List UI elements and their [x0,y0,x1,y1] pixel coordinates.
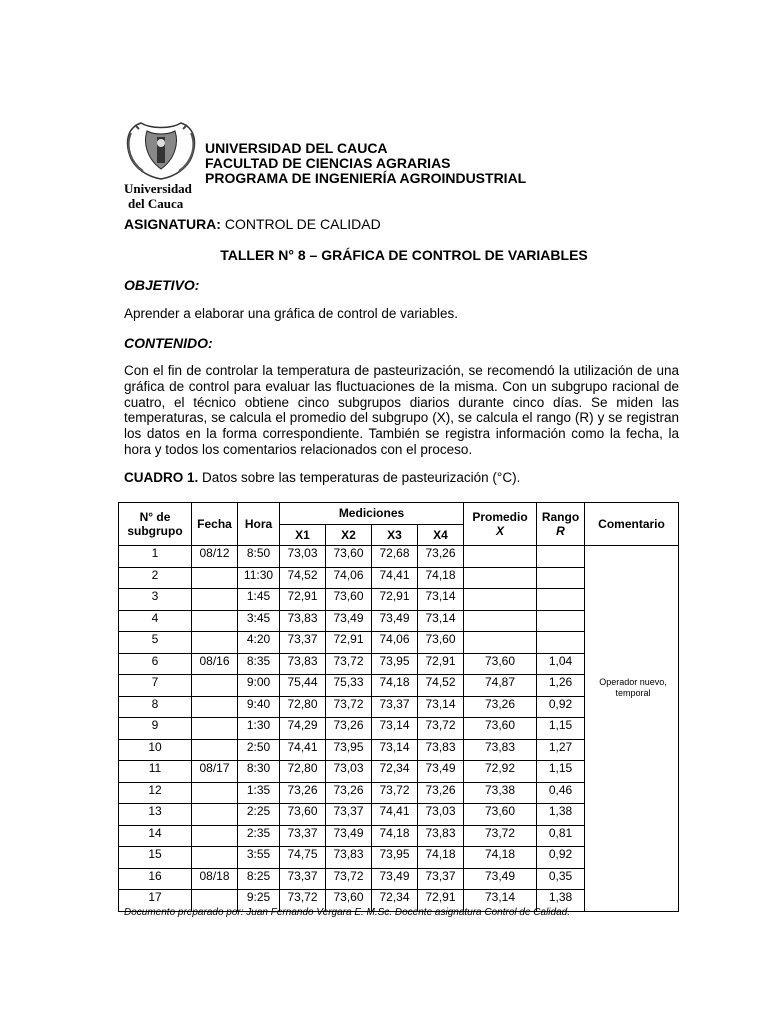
x4-cell: 72,91 [418,653,464,675]
x2-cell: 73,60 [326,890,372,912]
hora-cell: 8:30 [238,761,280,783]
x3-cell: 73,14 [372,718,418,740]
header-x1: X1 [280,524,326,546]
x2-cell: 74,06 [326,567,372,589]
rango-cell [537,589,585,611]
header-comentario: Comentario [585,503,679,546]
x3-cell: 74,41 [372,804,418,826]
fecha-cell: 08/16 [192,653,238,675]
x4-cell: 73,03 [418,804,464,826]
hora-cell: 3:55 [238,847,280,869]
asignatura-line [124,216,381,232]
subgrupo-cell: 5 [119,632,192,654]
cuadro-caption [124,470,520,485]
x1-cell: 73,26 [280,782,326,804]
hora-cell: 11:30 [238,567,280,589]
promedio-cell: 73,72 [464,825,537,847]
contenido-heading: CONTENIDO: [124,335,213,351]
header-x4: X4 [418,524,464,546]
x4-cell: 73,49 [418,761,464,783]
x1-cell: 73,03 [280,546,326,568]
x2-cell: 73,72 [326,868,372,890]
faculty-name: FACULTAD DE CIENCIAS AGRARIAS [205,155,451,171]
x3-cell: 74,06 [372,632,418,654]
header-subgrupo: N° de subgrupo [119,503,192,546]
promedio-cell [464,632,537,654]
promedio-cell [464,546,537,568]
subgrupo-cell: 16 [119,868,192,890]
header-hora: Hora [238,503,280,546]
hora-cell: 8:25 [238,868,280,890]
x4-cell: 73,14 [418,610,464,632]
x1-cell: 73,37 [280,632,326,654]
promedio-cell: 74,87 [464,675,537,697]
rango-cell: 1,27 [537,739,585,761]
x2-cell: 75,33 [326,675,372,697]
fecha-cell [192,847,238,869]
x4-cell: 73,83 [418,825,464,847]
rango-cell: 0,35 [537,868,585,890]
x1-cell: 73,60 [280,804,326,826]
x3-cell: 72,34 [372,890,418,912]
rango-cell: 1,15 [537,718,585,740]
x1-cell: 72,91 [280,589,326,611]
fecha-cell [192,804,238,826]
promedio-cell: 73,60 [464,718,537,740]
hora-cell: 3:45 [238,610,280,632]
promedio-cell: 73,60 [464,653,537,675]
promedio-cell: 73,60 [464,804,537,826]
x2-cell: 73,60 [326,546,372,568]
x4-cell: 74,52 [418,675,464,697]
x3-cell: 72,68 [372,546,418,568]
rango-cell [537,632,585,654]
hora-cell: 9:40 [238,696,280,718]
hora-cell: 4:20 [238,632,280,654]
rango-cell: 1,26 [537,675,585,697]
objetivo-text: Aprender a elaborar una gráfica de control de variables. [124,306,458,321]
promedio-cell: 73,14 [464,890,537,912]
promedio-cell: 73,38 [464,782,537,804]
x2-cell: 73,72 [326,653,372,675]
hora-cell: 1:45 [238,589,280,611]
rango-cell [537,567,585,589]
x4-cell: 73,37 [418,868,464,890]
rango-cell [537,610,585,632]
header-x2: X2 [326,524,372,546]
subgrupo-cell: 1 [119,546,192,568]
subgrupo-cell: 4 [119,610,192,632]
x1-cell: 74,41 [280,739,326,761]
x1-cell: 73,37 [280,825,326,847]
promedio-cell: 73,83 [464,739,537,761]
cuadro-text: Datos sobre las temperaturas de pasteurización (°C). [202,470,521,485]
hora-cell: 2:50 [238,739,280,761]
x3-cell: 74,18 [372,825,418,847]
subgrupo-cell: 10 [119,739,192,761]
fecha-cell: 08/18 [192,868,238,890]
asignatura-value: CONTROL DE CALIDAD [224,216,381,232]
fecha-cell [192,589,238,611]
rango-cell: 1,38 [537,804,585,826]
x3-cell: 73,95 [372,653,418,675]
fecha-cell [192,567,238,589]
x1-cell: 74,52 [280,567,326,589]
fecha-cell: 08/12 [192,546,238,568]
rango-cell: 0,92 [537,696,585,718]
table-body [119,546,679,912]
x1-cell: 73,37 [280,868,326,890]
promedio-cell: 72,92 [464,761,537,783]
hora-cell: 2:25 [238,804,280,826]
x4-cell: 73,14 [418,589,464,611]
x4-cell: 73,72 [418,718,464,740]
x1-cell: 72,80 [280,761,326,783]
table-row [119,546,679,568]
logo-wordmark: Universidad del Cauca [124,181,192,211]
x4-cell: 74,18 [418,567,464,589]
fecha-cell [192,782,238,804]
x2-cell: 73,37 [326,804,372,826]
x2-cell: 73,60 [326,589,372,611]
comment-text: Operador nuevo, temporal [599,677,667,698]
x4-cell: 74,18 [418,847,464,869]
x1-cell: 75,44 [280,675,326,697]
subgrupo-cell: 6 [119,653,192,675]
x1-cell: 74,75 [280,847,326,869]
subgrupo-cell: 7 [119,675,192,697]
x4-cell: 73,26 [418,546,464,568]
fecha-cell: 08/17 [192,761,238,783]
institution-header [205,141,526,186]
x3-cell: 73,49 [372,868,418,890]
cuadro-label: CUADRO 1. [124,470,199,485]
x4-cell: 73,14 [418,696,464,718]
subgrupo-cell: 14 [119,825,192,847]
x1-cell: 73,72 [280,890,326,912]
x4-cell: 73,26 [418,782,464,804]
document-footer: Documento preparado por: Juan Fernando Vergara E. M.Sc. Docente asignatura Control de Calidad. [124,907,570,918]
subgrupo-cell: 2 [119,567,192,589]
x2-cell: 73,26 [326,782,372,804]
hora-cell: 8:50 [238,546,280,568]
x1-cell: 73,83 [280,653,326,675]
fecha-cell [192,675,238,697]
x1-cell: 74,29 [280,718,326,740]
x1-cell: 72,80 [280,696,326,718]
rango-cell: 0,81 [537,825,585,847]
subgrupo-cell: 8 [119,696,192,718]
rango-cell: 1,38 [537,890,585,912]
taller-title: TALLER N° 8 – GRÁFICA DE CONTROL DE VARIABLES [220,247,588,263]
x3-cell: 74,18 [372,675,418,697]
fecha-cell [192,739,238,761]
x3-cell: 73,37 [372,696,418,718]
x2-cell: 73,49 [326,825,372,847]
promedio-cell [464,610,537,632]
x4-cell: 72,91 [418,890,464,912]
x4-cell: 73,83 [418,739,464,761]
subgrupo-cell: 12 [119,782,192,804]
rango-cell: 1,15 [537,761,585,783]
subgrupo-cell: 17 [119,890,192,912]
hora-cell: 9:25 [238,890,280,912]
x3-cell: 73,14 [372,739,418,761]
subgrupo-cell: 15 [119,847,192,869]
contenido-paragraph: Con el fin de controlar la temperatura de pasteurización, se recomendó la utilización de una gráfica de control para evaluar las fluctuaciones de la misma. Con un subgrupo racional de cuatro, el técnico obtiene cinco subgrupos diarios durante cinco días. Se miden las temperaturas, se calcula el promedio del subgrupo (X), se calcula el rango (R) y se registran los datos en la forma correspondiente. También se registra información como la fecha, la hora y todos los comentarios relacionados con el proceso. [124,363,679,457]
x2-cell: 73,72 [326,696,372,718]
x2-cell: 73,83 [326,847,372,869]
x1-cell: 73,83 [280,610,326,632]
header-fecha: Fecha [192,503,238,546]
hora-cell: 8:35 [238,653,280,675]
subgrupo-cell: 3 [119,589,192,611]
asignatura-label: ASIGNATURA: [124,216,221,232]
objetivo-heading: OBJETIVO: [124,277,200,293]
header-rango: Rango R [537,503,585,546]
header-promedio: Promedio X [464,503,537,546]
x2-cell: 73,49 [326,610,372,632]
promedio-cell: 73,49 [464,868,537,890]
rango-cell [537,546,585,568]
fecha-cell [192,610,238,632]
x2-cell: 72,91 [326,632,372,654]
x3-cell: 72,34 [372,761,418,783]
promedio-cell: 73,26 [464,696,537,718]
x3-cell: 72,91 [372,589,418,611]
subgrupo-cell: 9 [119,718,192,740]
program-name: PROGRAMA DE INGENIERÍA AGROINDUSTRIAL [205,170,527,186]
x2-cell: 73,95 [326,739,372,761]
header-x3: X3 [372,524,418,546]
promedio-cell [464,589,537,611]
comentario-column [585,546,679,912]
promedio-cell: 74,18 [464,847,537,869]
fecha-cell [192,632,238,654]
x2-cell: 73,03 [326,761,372,783]
hora-cell: 1:35 [238,782,280,804]
promedio-cell [464,567,537,589]
university-name: UNIVERSIDAD DEL CAUCA [205,140,388,156]
x3-cell: 73,49 [372,610,418,632]
hora-cell: 2:35 [238,825,280,847]
x2-cell: 73,26 [326,718,372,740]
subgrupo-cell: 11 [119,761,192,783]
x3-cell: 73,72 [372,782,418,804]
x4-cell: 73,60 [418,632,464,654]
fecha-cell [192,825,238,847]
hora-cell: 1:30 [238,718,280,740]
subgrupo-cell: 13 [119,804,192,826]
rango-cell: 0,92 [537,847,585,869]
x3-cell: 74,41 [372,567,418,589]
fecha-cell [192,696,238,718]
temperature-table [118,502,679,912]
rango-cell: 0,46 [537,782,585,804]
header-mediciones: Mediciones [280,503,464,525]
rango-cell: 1,04 [537,653,585,675]
hora-cell: 9:00 [238,675,280,697]
fecha-cell [192,718,238,740]
x3-cell: 73,95 [372,847,418,869]
